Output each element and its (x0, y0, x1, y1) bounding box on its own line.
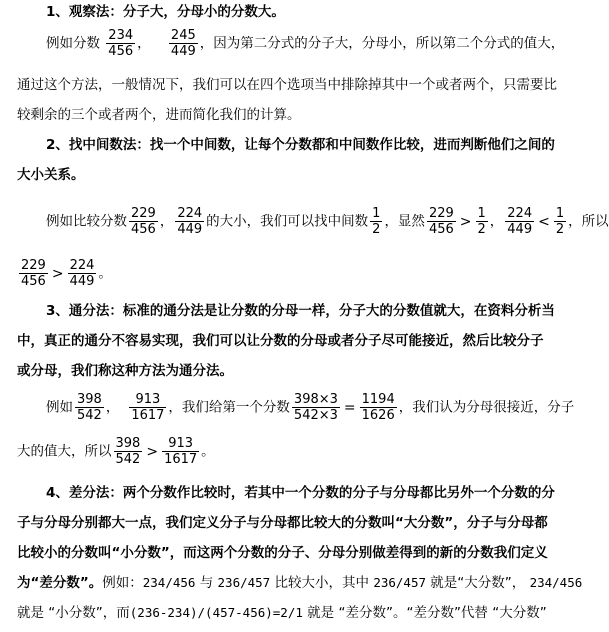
numerator: 1 (477, 206, 486, 221)
numerator: 1 (555, 206, 565, 221)
denominator: 2 (555, 222, 565, 237)
numerator: 224 (177, 206, 203, 221)
denominator: 449 (69, 274, 95, 289)
section4-heading-1: 4、差分法：两个分数作比较时，若其中一个分数的分子与分母都比另外一个分数的分 (46, 485, 555, 501)
fraction-398-542 (114, 436, 143, 467)
fraction-224-449 (68, 258, 97, 289)
numerator: 224 (69, 258, 95, 273)
numerator: 398 (115, 436, 141, 451)
numerator: 245 (170, 28, 196, 43)
numerator: 229 (21, 258, 46, 273)
separator: ， (159, 213, 174, 230)
section2-conclusion (17, 258, 112, 289)
section4-heading-2: 子与分母分别都大一点，我们定义分子与分母都比较大的分数叫“大分数”，分子与分母都 (17, 515, 548, 531)
denominator: 456 (131, 222, 156, 237)
greater-than: > (459, 213, 472, 230)
fraction-text: 234/456 (142, 575, 196, 590)
numerator: 913 (135, 392, 161, 407)
text2: ，我们认为分母很接近，分子 (398, 399, 575, 416)
denominator: 456 (21, 274, 46, 289)
numerator: 398 (77, 392, 102, 407)
fraction-1194-1626 (360, 392, 397, 423)
fraction-224-449 (175, 206, 204, 237)
text3: ，所以 (568, 213, 609, 230)
section2-heading-2: 大小关系。 (17, 167, 85, 183)
denominator: 542 (115, 452, 141, 467)
separator: ， (105, 399, 120, 416)
numerator: 224 (507, 206, 533, 221)
section1-line2: 通过这个方法，一般情况下，我们可以在四个选项当中排除掉其中一个或者两个，只需要比 (17, 77, 557, 93)
fraction-398x3-542x3 (292, 392, 340, 423)
text2: ，显然 (384, 213, 425, 230)
numerator: 1194 (361, 392, 395, 407)
text: 就是 “小分数”，而 (17, 605, 130, 621)
text: 比较大小，其中 (270, 575, 374, 591)
section3-example (46, 392, 574, 423)
fraction-one-half (476, 206, 488, 237)
numerator: 398×3 (293, 392, 338, 407)
fraction-one-half (554, 206, 566, 237)
section3-heading-3: 或分母，我们称这种方法为通分法。 (17, 363, 233, 379)
heading-end: 为“差分数”。 (17, 575, 103, 591)
numerator: 1 (372, 206, 381, 221)
example-prefix: 例如 (46, 399, 73, 416)
separator: ， (137, 35, 151, 52)
fraction-text: 234/456 (529, 575, 583, 590)
fraction-234-456 (106, 28, 135, 59)
denominator: 542×3 (293, 408, 338, 423)
text: 就是“大分数”， (426, 575, 530, 591)
section4-heading-3: 比较小的分数叫“小分数”，而这两个分数的分子、分母分别做差得到的新的分数我们定义 (17, 545, 548, 561)
example-prefix: 例如： (102, 575, 143, 591)
period: 。 (201, 443, 215, 460)
example-suffix: ，因为第二分式的分子大，分母小，所以第二个分式的值大， (199, 35, 565, 52)
greater-than: > (146, 443, 159, 460)
separator: ， (489, 213, 504, 230)
denominator: 1617 (131, 408, 165, 423)
denominator: 542 (77, 408, 102, 423)
equals-sign: = (343, 399, 356, 416)
fraction-913-1617 (129, 392, 166, 423)
fraction-224-449 (505, 206, 534, 237)
denominator: 456 (428, 222, 454, 237)
mid-text: 的大小，我们可以找中间数 (206, 213, 369, 230)
denominator: 449 (170, 44, 196, 59)
denominator: 449 (507, 222, 533, 237)
section2-heading-1: 2、找中间数法：找一个中间数，让每个分数都和中间数作比较，进而判断他们之间的 (46, 137, 555, 153)
text: 就是 “差分数”。“差分数”代替 “大分数” (302, 605, 547, 621)
section3-conclusion (17, 436, 215, 467)
example-prefix: 例如分数 (46, 35, 100, 52)
text1: ，我们给第一个分数 (168, 399, 290, 416)
fraction-229-456 (427, 206, 456, 237)
text: 与 (195, 575, 218, 591)
denominator: 2 (477, 222, 486, 237)
fraction-398-542 (75, 392, 104, 423)
fraction-text: 236/457 (217, 575, 271, 590)
numerator: 234 (108, 28, 134, 43)
fraction-229-456 (19, 258, 48, 289)
line2-prefix: 大的值大，所以 (17, 443, 112, 460)
greater-than: > (51, 265, 64, 282)
section3-heading-2: 中，真正的通分不容易实现，我们可以让分数的分母或者分子尽可能接近，然后比较分子 (17, 333, 544, 349)
numerator: 229 (131, 206, 156, 221)
fraction-one-half (370, 206, 382, 237)
period: 。 (98, 265, 112, 282)
denominator: 1617 (164, 452, 198, 467)
section3-heading-1: 3、通分法：标准的通分法是让分数的分母一样，分子大的分数值就大，在资料分析当 (46, 303, 555, 319)
denominator: 1626 (361, 408, 395, 423)
less-than: < (538, 213, 550, 230)
numerator: 229 (428, 206, 454, 221)
denominator: 449 (177, 222, 203, 237)
fraction-913-1617 (162, 436, 199, 467)
fraction-245-449 (169, 28, 198, 59)
fraction-text: 236/457 (373, 575, 426, 590)
denominator: 2 (372, 222, 381, 237)
example-prefix: 例如比较分数 (46, 213, 127, 230)
section1-heading: 1、观察法：分子大，分母小的分数大。 (46, 4, 285, 20)
section1-example (46, 28, 564, 59)
difference-expression: (236-234)/(457-456)=2/1 (129, 605, 303, 620)
fraction-229-456 (129, 206, 158, 237)
numerator: 913 (168, 436, 194, 451)
section4-line4 (17, 574, 582, 592)
section1-line3: 较剩余的三个或者两个，进而简化我们的计算。 (17, 107, 301, 123)
denominator: 456 (108, 44, 134, 59)
section4-line5 (17, 604, 547, 622)
section2-example (46, 206, 609, 237)
